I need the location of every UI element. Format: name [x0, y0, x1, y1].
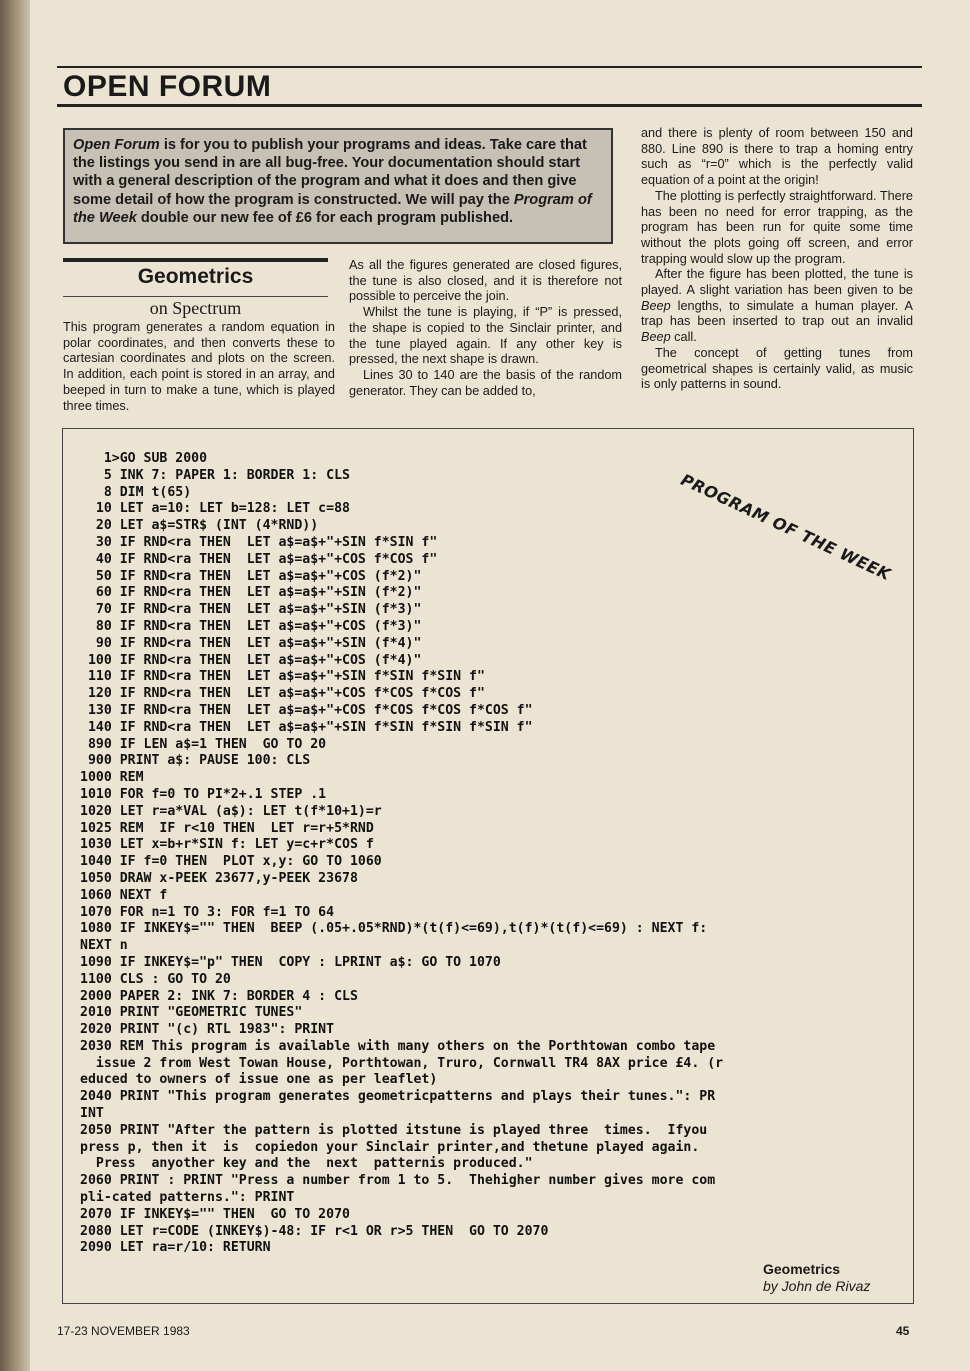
- heading-rule: [57, 104, 922, 107]
- paragraph: and there is plenty of room between 150 and 880. Line 890 is there to trap a homing entry such as “r=0” which is the perfectly valid equation of a point at the origin!: [641, 126, 913, 188]
- page-number: 45: [896, 1324, 910, 1338]
- article-column-1: [63, 320, 335, 414]
- intro-text-2: double our new fee of £6 for each program published.: [136, 209, 514, 226]
- paragraph: Lines 30 to 140 are the basis of the random generator. They can be added to,: [349, 367, 622, 398]
- paragraph: The plotting is perfectly straightforward. There has been no need for error trapping, as the program has been run for quite some time without the plots going off screen, and error trapping would slow up the program.: [641, 188, 913, 266]
- top-rule: [57, 66, 922, 68]
- listing-credit: [763, 1261, 870, 1295]
- paragraph: This program generates a random equation in polar coordinates, and then converts these to cartesian coordinates and plots on the screen. In addition, each point is stored in an array, and beeped in turn to make a tune, which is played three times.: [63, 320, 335, 413]
- article-column-3: [641, 126, 913, 393]
- article-subtitle: on Spectrum: [149, 298, 242, 318]
- program-listing: 1>GO SUB 2000 5 INK 7: PAPER 1: BORDER 1: CLS 8 DIM t(65) 10 LET a=10: LET b=128: LET c=88 20 LET a$=STR$ (INT (4*RND)) 30 IF RND<ra THEN LET a$=a$+"+SIN f*SIN f" 40 IF RND<ra THEN LET a$=a$+"+COS f*COS f" 50 IF RND<ra THEN LET a$=a$+"+COS (f*2)" 60 IF RND<ra THEN LET a$=a$+"+SIN (f*2)" 70 IF RND<ra THEN LET a$=a$+"+SIN (f*3)" 80 IF RND<ra THEN LET a$=a$+"+COS (f*3)" 90 IF RND<ra THEN LET a$=a$+"+SIN (f*4)" 100 IF RND<ra THEN LET a$=a$+"+COS (f*4)" 110 IF RND<ra THEN LET a$=a$+"+SIN f*SIN f*SIN f" 120 IF RND<ra THEN LET a$=a$+"+COS f*COS f*COS f" 130 IF RND<ra THEN LET a$=a$+"+COS f*COS f*COS f*COS f" 140 IF RND<ra THEN LET a$=a$+"+SIN f*SIN f*SIN f*SIN f" 890 IF LEN a$=1 THEN GO TO 20 900 PRINT a$: PAUSE 100: CLS 1000 REM 1010 FOR f=0 TO PI*2+.1 STEP .1 1020 LET r=a*VAL (a$): LET t(f*10+1)=r 1025 REM IF r<10 THEN LET r=r+5*RND 1030 LET x=b+r*SIN f: LET y=c+r*COS f 1040 IF f=0 THEN PLOT x,y: GO TO 1060 1050 DRAW x-PEEK 23677,y-PEEK 23678 1060 NEXT f 1070 FOR n=1 TO 3: FOR f=1 TO 64 1080 IF INKEY$="" THEN BEEP (.05+.05*RND)*(t(f)<=69),t(f)*(t(f)<=69) : NEXT f: NEXT n 1090 IF INKEY$="p" THEN COPY : LPRINT a$: GO TO 1070 1100 CLS : GO TO 20 2000 PAPER 2: INK 7: BORDER 4 : CLS 2010 PRINT "GEOMETRIC TUNES" 2020 PRINT "(c) RTL 1983": PRINT 2030 REM This program is available with many others on the Porthtowan combo tape issue 2 from West Towan House, Porthtowan, Truro, Cornwall TR4 8AX price £4. (r educed to owners of issue one as per leaflet) 2040 PRINT "This program generates geometricpatterns and plays their tunes.": PR INT 2050 PRINT "After the pattern is plotted itstune is played three times. Ifyou press p, then it is copiedon your Sinclair printer,and thetune played again. Press anyother key and the next patternis produced." 2060 PRINT : PRINT "Press a number from 1 to 5. Thehigher number gives more com pli-cated patterns.": PRINT 2070 IF INKEY$="" THEN GO TO 2070 2080 LET r=CODE (INKEY$)-48: IF r<1 OR r>5 THEN GO TO 2070 2090 LET ra=r/10: RETURN: [80, 451, 724, 1256]
- article-column-2: [349, 258, 622, 399]
- intro-text-1: is for you to publish your programs and ideas. Take care that the listings you send in are all bug-free. Your documentation should start with a general description of the program and what it does and then give some detail of how the program is constructed. We will pay the: [73, 137, 587, 208]
- binding-spine: [0, 0, 30, 1371]
- section-heading: OPEN FORUM: [63, 70, 272, 103]
- article-title-rule: [63, 296, 328, 297]
- credit-author: by John de Rivaz: [763, 1278, 871, 1294]
- intro-box: [63, 128, 613, 244]
- article-top-rule: [63, 258, 328, 262]
- credit-title: Geometrics: [763, 1261, 841, 1277]
- paragraph: Whilst the tune is playing, if “P” is pressed, the shape is copied to the Sinclair printer, and the tune played again. If any other key is pressed, the next shape is drawn.: [349, 305, 622, 367]
- paragraph: The concept of getting tunes from geometrical shapes is certainly valid, as music is only patterns in sound.: [641, 345, 913, 392]
- paragraph: After the figure has been plotted, the tune is played. A slight variation has been given to be Beep lengths, to simulate a human player. A trap has been inserted to trap out an invalid Beep call.: [641, 267, 913, 345]
- footer-date: 17-23 NOVEMBER 1983: [57, 1324, 190, 1338]
- program-of-the-week-badge: PROGRAM OF THE WEEK: [677, 470, 894, 585]
- article-title: Geometrics: [137, 265, 254, 288]
- intro-lead: Open Forum: [73, 137, 160, 153]
- paragraph: As all the figures generated are closed figures, the tune is also closed, and it is therefore not possible to perceive the join.: [349, 258, 622, 304]
- intro-potw: Program of the Week: [73, 191, 592, 226]
- magazine-page: [30, 0, 970, 1371]
